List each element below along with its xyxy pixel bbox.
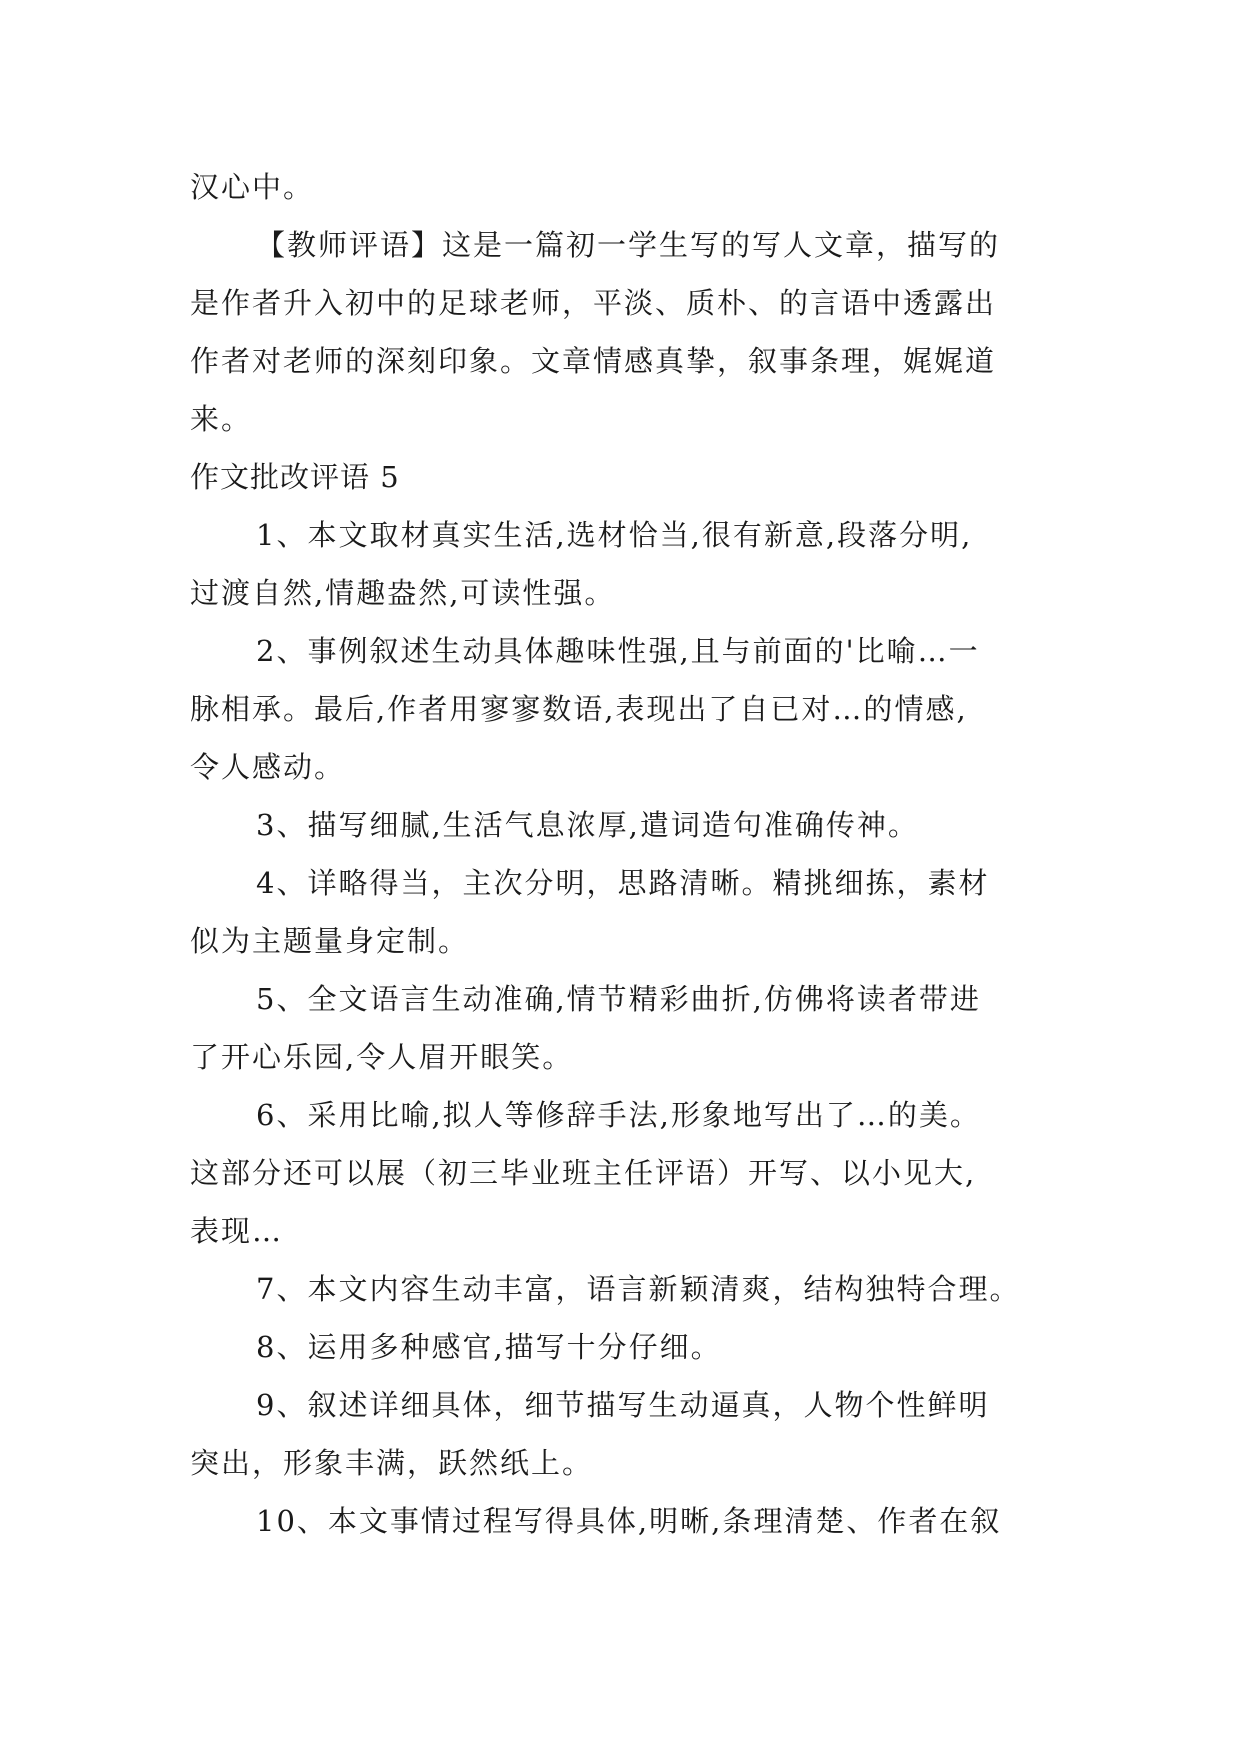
text-line: 作者对老师的深刻印象。文章情感真挚，叙事条理，娓娓道 <box>190 344 997 378</box>
text-line: 突出，形象丰满，跃然纸上。 <box>190 1446 594 1480</box>
text-line: 令人感动。 <box>190 750 346 784</box>
text-line: 表现… <box>190 1214 284 1248</box>
paragraph-teacher-comment: 【教师评语】这是一篇初一学生写的写人文章，描写的 <box>256 228 1001 262</box>
document-body <box>190 158 1050 1550</box>
text-line: 汉心中。 <box>190 170 315 204</box>
list-item-6: 6、采用比喻,拟人等修辞手法,形象地写出了…的美。 <box>256 1098 981 1132</box>
text-line: 似为主题量身定制。 <box>190 924 470 958</box>
list-item-4: 4、详略得当，主次分明，思路清晰。精挑细拣，素材 <box>256 866 990 900</box>
list-item-10: 10、本文事情过程写得具体,明晰,条理清楚、作者在叙 <box>256 1504 1002 1538</box>
list-item-2: 2、事例叙述生动具体趣味性强,且与前面的'比喻…一 <box>256 634 980 668</box>
list-item-9: 9、叙述详细具体，细节描写生动逼真，人物个性鲜明 <box>256 1388 990 1422</box>
text-line: 来。 <box>190 402 253 436</box>
list-item-5: 5、全文语言生动准确,情节精彩曲折,仿佛将读者带进 <box>256 982 981 1016</box>
section-heading: 作文批改评语 5 <box>190 460 400 494</box>
text-line: 了开心乐园,令人眉开眼笑。 <box>190 1040 574 1074</box>
list-item-7: 7、本文内容生动丰富，语言新颖清爽，结构独特合理。 <box>256 1272 1021 1306</box>
text-line: 过渡自然,情趣盎然,可读性强。 <box>190 576 616 610</box>
list-item-1: 1、本文取材真实生活,选材恰当,很有新意,段落分明, <box>256 518 973 552</box>
list-item-3: 3、描写细腻,生活气息浓厚,遣词造句准确传神。 <box>256 808 919 842</box>
text-line: 脉相承。最后,作者用寥寥数语,表现出了自已对…的情感, <box>190 692 968 726</box>
text-line: 是作者升入初中的足球老师，平淡、质朴、的言语中透露出 <box>190 286 997 320</box>
list-item-8: 8、运用多种感官,描写十分仔细。 <box>256 1330 722 1364</box>
text-line: 这部分还可以展（初三毕业班主任评语）开写、以小见大, <box>190 1156 977 1190</box>
